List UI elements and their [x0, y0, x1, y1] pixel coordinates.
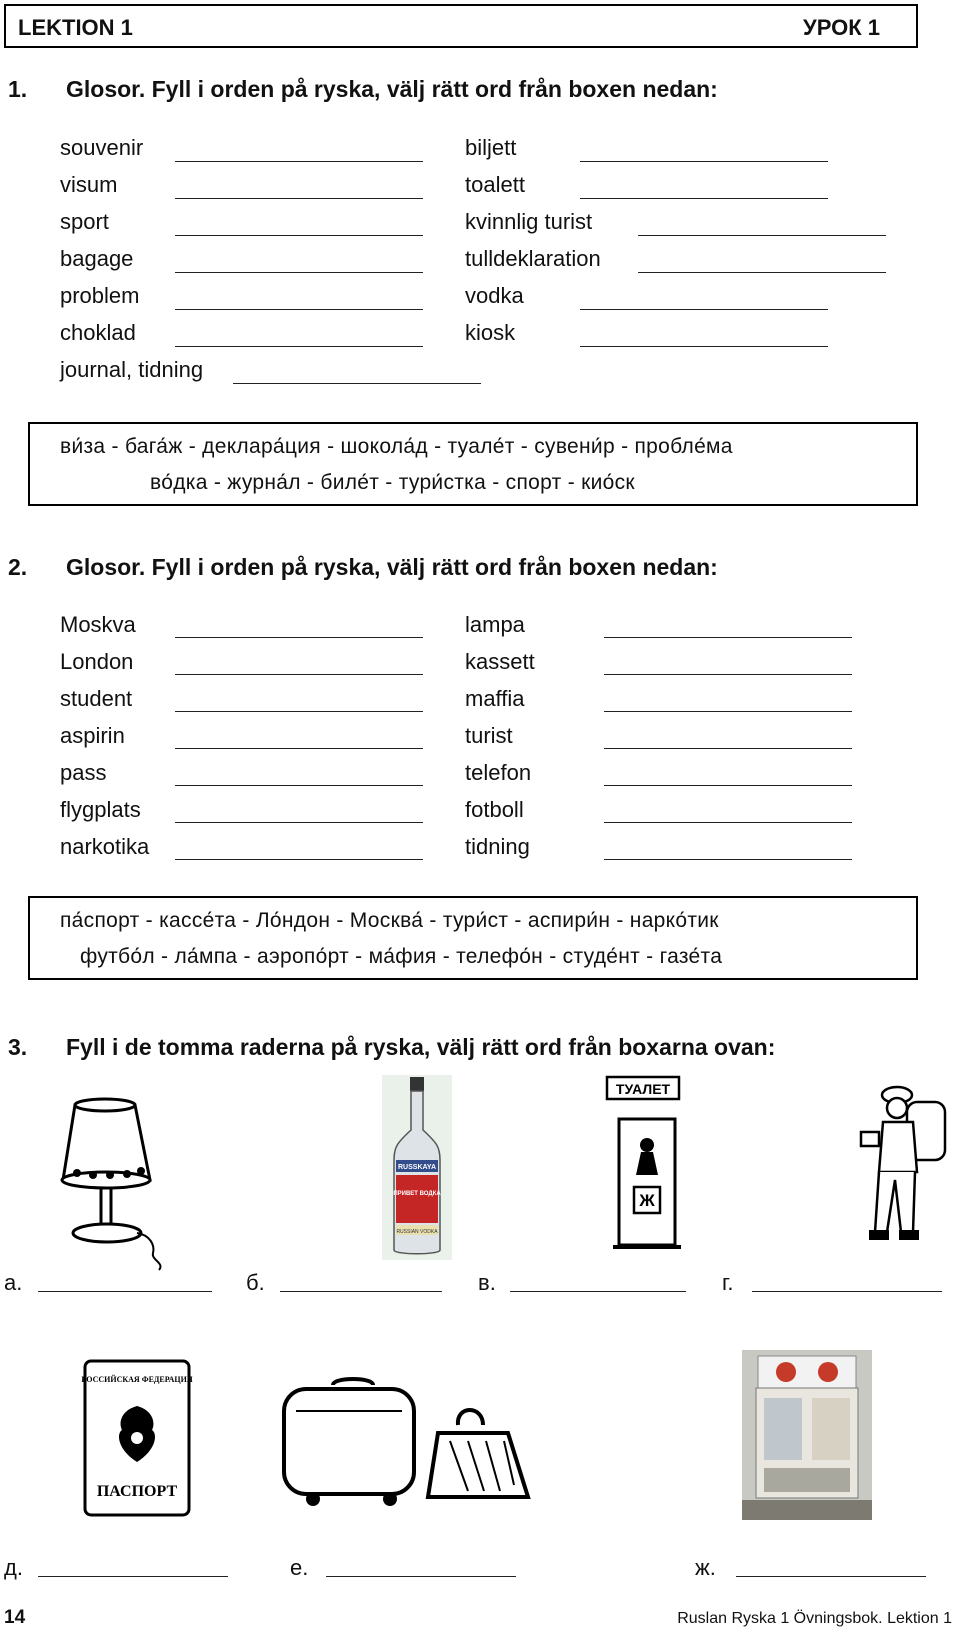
tourist-picture: [855, 1080, 955, 1248]
s2-left-word: pass: [60, 760, 107, 785]
luggage-picture: [278, 1375, 538, 1510]
s2-left-word: flygplats: [60, 797, 141, 822]
s3-answer-line[interactable]: [752, 1291, 942, 1292]
s2-answer-line[interactable]: [175, 637, 423, 638]
s1-left-word: problem: [60, 283, 140, 308]
s1-answer-line[interactable]: [580, 309, 828, 310]
s1-answer-line[interactable]: [638, 235, 886, 236]
s2-left-word: student: [60, 686, 133, 711]
s1-right-word: kvinnlig turist: [465, 209, 593, 234]
s2-left-word: Moskva: [60, 612, 136, 637]
s2-left-word: London: [60, 649, 134, 674]
s2-box-line: па́спорт - кассе́та - Ло́ндон - Москва́ - тури́ст - аспири́н - нарко́тик: [60, 909, 719, 932]
s1-answer-line[interactable]: [175, 309, 423, 310]
s3-answer-line[interactable]: [510, 1291, 686, 1292]
s1-answer-line[interactable]: [175, 272, 423, 273]
s2-word-box: [28, 896, 918, 980]
section3-number: 3.: [8, 1034, 28, 1060]
s2-answer-line[interactable]: [175, 674, 423, 675]
passport-picture: [82, 1358, 194, 1518]
s2-answer-line[interactable]: [604, 748, 852, 749]
s2-answer-line[interactable]: [175, 859, 423, 860]
s2-right-word: lampa: [465, 612, 525, 637]
header-lesson-swedish: LEKTION 1: [18, 15, 133, 40]
s1-answer-line[interactable]: [580, 161, 828, 162]
s2-answer-line[interactable]: [604, 674, 852, 675]
answer-letter: ж.: [695, 1555, 716, 1580]
s1-left-word: sport: [60, 209, 109, 234]
toilet-door-letter: Ж: [639, 1191, 655, 1210]
header-lesson-russian: УРОК 1: [803, 15, 880, 40]
s1-right-word: tulldeklaration: [465, 246, 601, 271]
answer-letter: в.: [478, 1270, 496, 1295]
s2-answer-line[interactable]: [175, 822, 423, 823]
s1-box-line: во́дка - журна́л - биле́т - тури́стка - спорт - кио́ск: [150, 471, 635, 494]
answer-letter: а.: [4, 1270, 23, 1295]
s1-left-word: souvenir: [60, 135, 144, 160]
lesson-header: [4, 4, 918, 48]
s2-left-word: aspirin: [60, 723, 125, 748]
bottle-label: ПРИВЕТ ВОДКА: [393, 1191, 441, 1197]
s2-right-word: tidning: [465, 834, 530, 859]
passport-country: РОССИЙСКАЯ ФЕДЕРАЦИЯ: [81, 1375, 193, 1384]
s1-left-word: journal, tidning: [60, 357, 204, 382]
s3-answer-line[interactable]: [736, 1576, 926, 1577]
s1-right-word: toalett: [465, 172, 525, 197]
s1-right-word: biljett: [465, 135, 517, 160]
section1-number: 1.: [8, 76, 28, 102]
toilet-sign-text: ТУАЛЕТ: [615, 1081, 671, 1097]
s2-right-word: telefon: [465, 760, 532, 785]
s2-answer-line[interactable]: [604, 859, 852, 860]
s1-answer-line[interactable]: [175, 198, 423, 199]
section2-number: 2.: [8, 554, 28, 580]
s1-right-word: vodka: [465, 283, 524, 308]
s2-box-line: футбо́л - ла́мпа - аэропо́рт - ма́фия - телефо́н - студе́нт - газе́та: [80, 945, 723, 968]
s1-answer-line[interactable]: [233, 383, 481, 384]
s2-answer-line[interactable]: [604, 822, 852, 823]
s2-right-word: fotboll: [465, 797, 524, 822]
s3-answer-line[interactable]: [326, 1576, 516, 1577]
toilet-door-picture: [605, 1075, 690, 1255]
s2-right-word: maffia: [465, 686, 525, 711]
answer-letter: д.: [4, 1555, 23, 1580]
answer-letter: б.: [246, 1270, 265, 1295]
kiosk-picture: [742, 1350, 872, 1520]
section1-instruction: Glosor. Fyll i orden på ryska, välj rätt ord från boxen nedan:: [66, 76, 718, 102]
s1-right-word: kiosk: [465, 320, 516, 345]
s2-answer-line[interactable]: [175, 748, 423, 749]
s1-left-word: visum: [60, 172, 118, 197]
s2-answer-line[interactable]: [604, 785, 852, 786]
s1-left-word: bagage: [60, 246, 134, 271]
s1-answer-line[interactable]: [580, 198, 828, 199]
s2-answer-line[interactable]: [604, 637, 852, 638]
vodka-bottle-picture: [382, 1075, 452, 1260]
s2-left-word: narkotika: [60, 834, 150, 859]
bottle-brand: RUSSKAYA: [398, 1164, 436, 1171]
s1-box-line: ви́за - бага́ж - деклара́ция - шокола́д - туале́т - сувени́р - пробле́ма: [60, 435, 733, 458]
bottle-sub-label: RUSSIAN VODKA: [396, 1229, 438, 1235]
section3-instruction: Fyll i de tomma raderna på ryska, välj rätt ord från boxarna ovan:: [66, 1034, 776, 1060]
s1-answer-line[interactable]: [175, 346, 423, 347]
s3-answer-line[interactable]: [38, 1291, 212, 1292]
book-title-footer: Ruslan Ryska 1 Övningsbok. Lektion 1: [677, 1610, 952, 1627]
s3-answer-line[interactable]: [280, 1291, 442, 1292]
s1-word-box: [28, 422, 918, 506]
lamp-picture: [55, 1095, 175, 1270]
s2-answer-line[interactable]: [604, 711, 852, 712]
page-number: 14: [4, 1607, 26, 1628]
s1-answer-line[interactable]: [580, 346, 828, 347]
s1-answer-line[interactable]: [175, 235, 423, 236]
s1-answer-line[interactable]: [175, 161, 423, 162]
answer-letter: г.: [722, 1270, 734, 1295]
section2-instruction: Glosor. Fyll i orden på ryska, välj rätt ord från boxen nedan:: [66, 554, 718, 580]
s1-answer-line[interactable]: [638, 272, 886, 273]
passport-title: ПАСПОРТ: [96, 1483, 178, 1500]
answer-letter: е.: [290, 1555, 309, 1580]
s2-answer-line[interactable]: [175, 785, 423, 786]
s2-right-word: kassett: [465, 649, 535, 674]
s2-right-word: turist: [465, 723, 513, 748]
s1-left-word: choklad: [60, 320, 136, 345]
s3-answer-line[interactable]: [38, 1576, 228, 1577]
s2-answer-line[interactable]: [175, 711, 423, 712]
